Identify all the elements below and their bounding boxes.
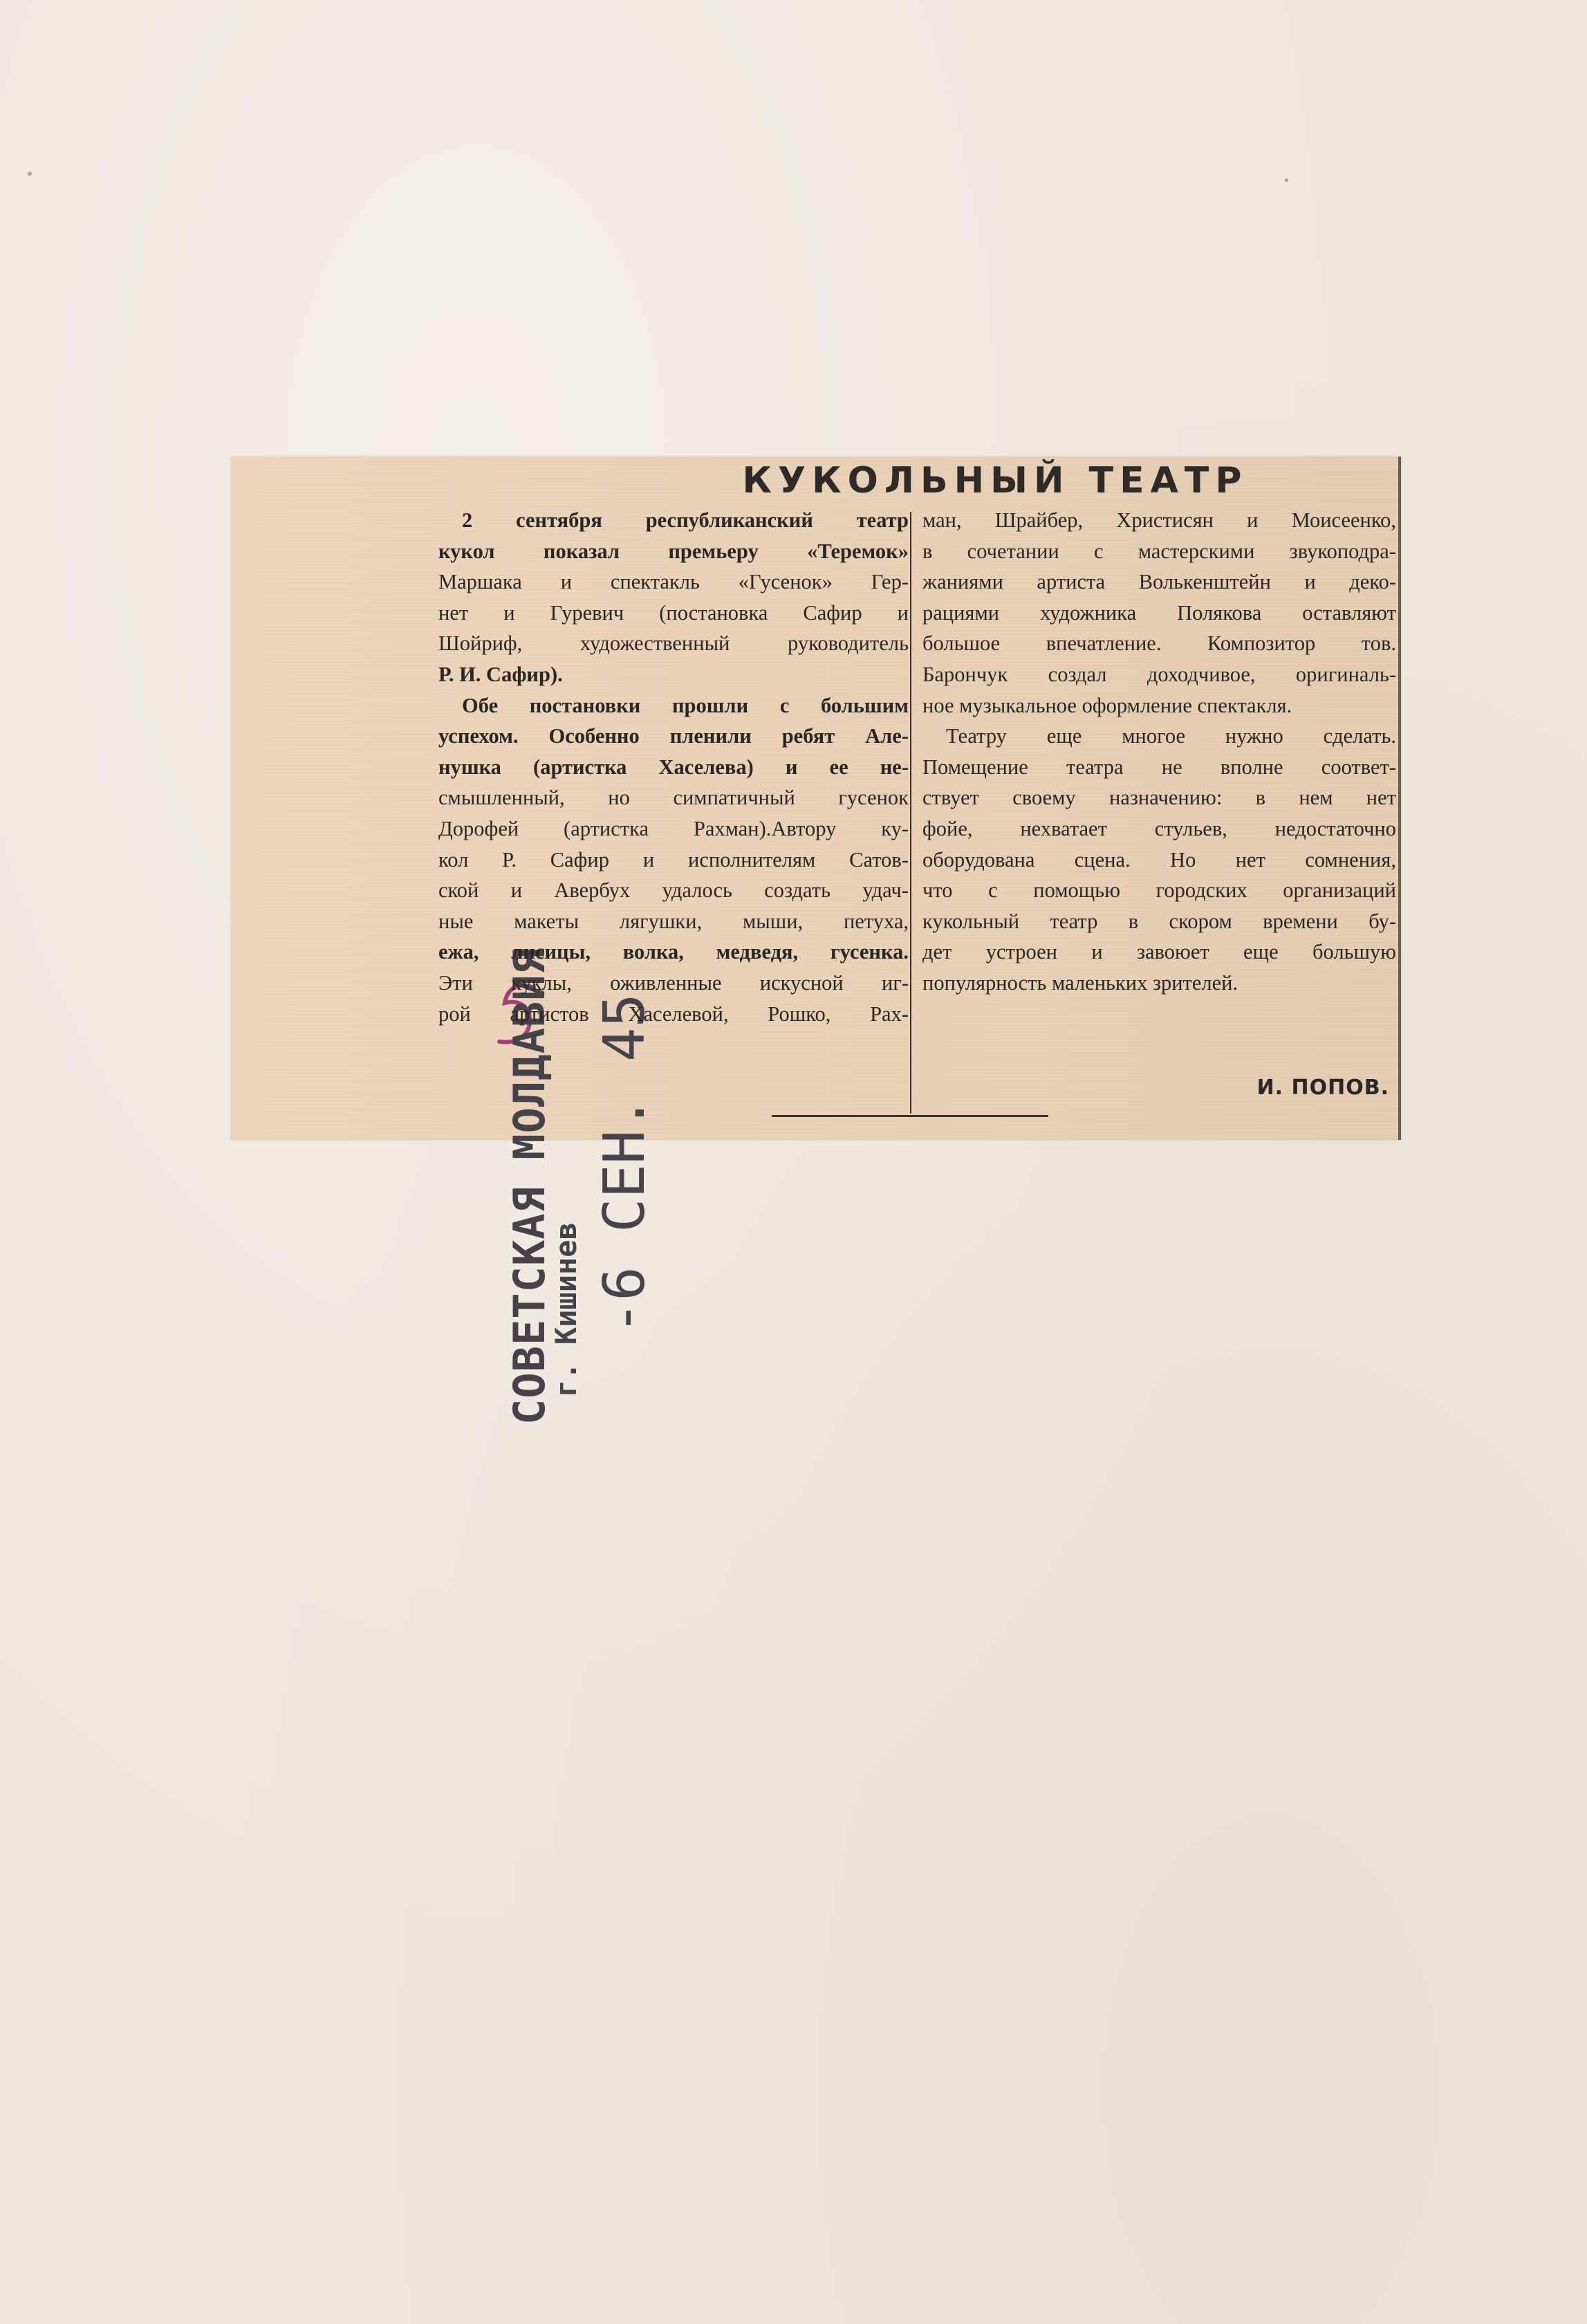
article-text-line: Театру еще многое нужно сделать.: [946, 724, 1396, 748]
article-text-line: кукольный театр в скором времени бу-: [922, 909, 1396, 933]
column-divider: [910, 512, 911, 1114]
article-text-line: большое впечатление. Композитор тов.: [922, 631, 1396, 656]
paper-speck: [1285, 178, 1288, 182]
article-text-line: Обе постановки прошли с большим: [462, 693, 909, 717]
article-text-line: ман, Шрайбер, Христисян и Моисеенко,: [922, 508, 1396, 532]
article-text-line: Барончук создал доходчивое, оригиналь-: [922, 662, 1396, 686]
article-text-line: Помещение театра не вполне соответ-: [922, 755, 1396, 779]
article-text-line: дет устроен и завоюет еще большую: [922, 940, 1396, 964]
article-text-line: в сочетании с мастерскими звукоподра-: [922, 539, 1396, 563]
article-text-line: Дорофей (артистка Рахман).Автору ку-: [438, 816, 909, 840]
stamp-city: г. Кишинев: [549, 1222, 583, 1397]
article-text-line: ное музыкальное оформление спектакля.: [922, 693, 1292, 717]
article-signature: И. ПОПОВ.: [1256, 1076, 1389, 1100]
article-text-line: Р. И. Сафир).: [438, 662, 563, 686]
article-text-line: нет и Гуревич (постановка Сафир и: [438, 600, 909, 625]
article-text-line: что с помощью городских организаций: [922, 878, 1396, 903]
newspaper-clipping: [231, 456, 1401, 1425]
article-text-line: оборудована сцена. Но нет сомнения,: [922, 847, 1396, 872]
article-text-line: жаниями артиста Волькенштейн и деко-: [922, 570, 1396, 594]
article-text-line: Эти куклы, оживленные искусной иг-: [438, 970, 909, 995]
article-left-column: [438, 505, 909, 1029]
article-text-line: смышленный, но симпатичный гусенок: [438, 786, 909, 810]
article-right-column: [922, 505, 1396, 999]
paper-speck: [28, 172, 32, 176]
article-text-line: кол Р. Сафир и исполнителям Сатов-: [438, 847, 909, 872]
article-text-line: популярность маленьких зрителей.: [922, 970, 1238, 995]
article-text-line: кукол показал премьеру «Теремок»: [438, 539, 909, 563]
article-text-line: Маршака и спектакль «Гусенок» Гер-: [438, 570, 909, 594]
article-end-rule: [772, 1115, 1048, 1117]
article-text-line: фойе, нехватает стульев, недостаточно: [922, 816, 1396, 840]
article-text-line: ствует своему назначению: в нем нет: [922, 786, 1396, 810]
article-headline: КУКОЛЬНЫЙ ТЕАТР: [742, 460, 1248, 501]
article-text-line: рой артистов Хаселевой, Рошко, Рах-: [438, 1002, 909, 1026]
stamp-newspaper-name: СОВЕТСКАЯ МОЛДАВИЯ: [504, 948, 555, 1425]
article-text-line: рациями художника Полякова оставляют: [922, 600, 1396, 625]
article-text-line: нушка (артистка Хаселева) и ее не-: [438, 755, 909, 779]
stamp-date: -6 СЕН. 45: [592, 993, 658, 1335]
article-text-line: ской и Авербух удалось создать удач-: [438, 878, 909, 903]
clipping-edge-line: [1398, 456, 1401, 1140]
article-text-line: ные макеты лягушки, мыши, петуха,: [438, 909, 909, 933]
article-text-line: 2 сентября республиканский театр: [462, 508, 909, 532]
article-text-line: успехом. Особенно пленили ребят Але-: [438, 724, 909, 748]
article-text-line: Шойриф, художественный руководитель: [438, 631, 909, 656]
article-text-line: ежа, лисицы, волка, медведя, гусенка.: [438, 940, 909, 964]
